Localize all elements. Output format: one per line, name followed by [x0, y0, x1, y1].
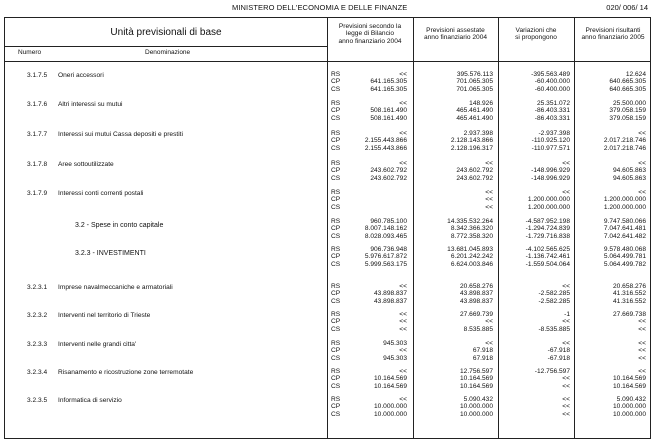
row-type-label: CS	[331, 174, 341, 182]
row-type-label: RS	[331, 130, 341, 137]
row-type-label: RS	[331, 283, 341, 290]
row-type-label: CS	[331, 354, 341, 362]
row-type-label: CS	[331, 260, 341, 268]
row-value-column	[498, 218, 570, 240]
row-number: 3.1.7.7	[27, 131, 48, 138]
row-value: 67.918	[472, 347, 493, 355]
row-value: 5.090.432	[463, 396, 493, 403]
row-value: <<	[638, 347, 646, 355]
row-type-label: RS	[331, 218, 341, 225]
row-value-column	[413, 160, 493, 182]
row-value: <<	[485, 203, 493, 211]
row-value: <<	[399, 311, 407, 318]
row-value: -1.294.724.839	[525, 225, 570, 233]
row-value: 10.000.000	[459, 410, 493, 418]
row-value: <<	[399, 347, 407, 355]
row-value-column	[574, 368, 646, 390]
row-denominazione: Interessi sui mutui Cassa depositi e prestiti	[58, 131, 183, 138]
row-value-column	[327, 130, 407, 152]
row-denominazione: Aree sottoutilizzate	[58, 161, 114, 168]
row-value: 379.058.159	[609, 114, 646, 122]
page-number: 020/ 006/ 14	[606, 3, 648, 12]
row-value: 7.042.641.482	[603, 232, 646, 240]
row-value: 1.200.000.000	[603, 203, 646, 211]
row-denominazione: Interventi nelle grandi citta'	[58, 341, 137, 348]
header-col-variazioni: Variazioni che si propongono	[515, 27, 557, 42]
header-col-previsioni-assestate: Previsioni assestate anno finanziario 2004	[423, 27, 488, 42]
row-type-label: CS	[331, 85, 341, 93]
row-value: <<	[562, 375, 570, 383]
header-col-previsioni-risultanti: Previsioni risultanti anno finanziario 2005	[581, 27, 645, 42]
row-type-label: CP	[331, 375, 341, 383]
row-value-column	[498, 160, 570, 182]
row-value-column	[327, 396, 407, 418]
row-value: 1.200.000.000	[527, 203, 570, 211]
row-value: 41.316.552	[612, 290, 646, 298]
row-value: 640.665.305	[609, 85, 646, 93]
row-value: -60.400.000	[534, 85, 570, 93]
row-type-label: RS	[331, 396, 341, 403]
row-value-column	[327, 100, 407, 122]
row-value: 94.605.863	[612, 174, 646, 182]
row-value: 13.681.045.893	[447, 246, 493, 253]
row-value: <<	[638, 325, 646, 333]
row-value-column	[498, 71, 570, 93]
row-value-column	[574, 396, 646, 418]
row-value: -4.102.565.625	[525, 246, 570, 253]
row-type-label: RS	[331, 311, 341, 318]
row-value-column	[413, 283, 493, 305]
row-value: 43.898.837	[459, 297, 493, 305]
row-value: 9.578.480.068	[603, 246, 646, 253]
ministry-title: MINISTERO DELL'ECONOMIA E DELLE FINANZE	[232, 3, 408, 12]
row-value: 10.000.000	[612, 403, 646, 411]
row-value: 1.200.000.000	[527, 196, 570, 204]
row-type-label: CP	[331, 318, 341, 326]
row-number: 3.1.7.5	[27, 72, 48, 79]
row-value: 41.316.552	[612, 297, 646, 305]
row-value-column	[574, 130, 646, 152]
header-divider	[5, 61, 650, 62]
row-type-label: CS	[331, 144, 341, 152]
row-value: 5.064.499.782	[603, 260, 646, 268]
row-value: 8.772.358.320	[450, 232, 493, 240]
row-type-label: CS	[331, 297, 341, 305]
row-value: 243.602.792	[456, 167, 493, 175]
row-value: 7.047.641.481	[603, 225, 646, 233]
row-value: 25.500.000	[612, 100, 646, 107]
row-value: <<	[562, 318, 570, 326]
row-value-column	[327, 340, 407, 362]
row-value: -67.918	[547, 354, 570, 362]
row-value-column	[574, 100, 646, 122]
row-value: <<	[399, 160, 407, 167]
row-value: 20.658.276	[459, 283, 493, 290]
row-value-column	[498, 283, 570, 305]
row-value: 10.164.569	[459, 382, 493, 390]
row-type-label: RS	[331, 100, 341, 107]
row-value-column	[327, 160, 407, 182]
row-value: <<	[638, 160, 646, 167]
row-value: -1.729.716.838	[525, 232, 570, 240]
row-type-label: CP	[331, 107, 341, 115]
page-header	[0, 0, 656, 14]
row-value: <<	[485, 196, 493, 204]
row-type-label: CS	[331, 325, 341, 333]
row-value: -60.400.000	[534, 78, 570, 86]
row-value	[327, 196, 407, 203]
row-value-column	[498, 130, 570, 152]
row-value: 8.028.093.465	[364, 232, 407, 240]
row-denominazione: Interessi conti correnti postali	[58, 190, 144, 197]
row-value: 2.937.398	[463, 130, 493, 137]
row-value: -148.996.929	[531, 174, 570, 182]
row-value: <<	[562, 403, 570, 411]
row-number: 3.2.3.2	[27, 312, 48, 319]
row-value: <<	[562, 189, 570, 196]
row-value: 10.000.000	[459, 403, 493, 411]
row-denominazione: Imprese navalmeccaniche e armatoriali	[58, 284, 173, 291]
table-row	[5, 283, 652, 305]
row-value-column	[574, 340, 646, 362]
row-number: 3.1.7.8	[27, 161, 48, 168]
row-value-column	[413, 340, 493, 362]
row-value: 465.461.490	[456, 107, 493, 115]
table-row	[5, 368, 652, 390]
row-value: 67.918	[472, 354, 493, 362]
row-value-column	[574, 218, 646, 240]
row-value: <<	[399, 396, 407, 403]
row-value: <<	[562, 340, 570, 347]
row-value: -1.559.504.064	[525, 260, 570, 268]
row-number: 3.2.3.4	[27, 369, 48, 376]
table-row	[5, 100, 652, 122]
row-value: <<	[399, 318, 407, 326]
row-value: <<	[399, 283, 407, 290]
row-value: -148.996.929	[531, 167, 570, 175]
row-value: -86.403.331	[534, 107, 570, 115]
row-type-label: CP	[331, 225, 341, 233]
row-type-label: RS	[331, 189, 341, 196]
row-value: -8.535.885	[538, 325, 570, 333]
header-numero: Numero	[18, 49, 42, 56]
row-value-column	[498, 396, 570, 418]
row-value-column	[498, 189, 570, 211]
row-number: 3.1.7.6	[27, 101, 48, 108]
row-value: 25.351.072	[536, 100, 570, 107]
row-value: -1	[564, 311, 570, 318]
row-value: -12.756.597	[534, 368, 570, 375]
row-value-column	[574, 283, 646, 305]
table-row	[5, 246, 652, 268]
row-value: 12.624	[625, 71, 646, 78]
row-value: <<	[638, 354, 646, 362]
row-value: <<	[399, 71, 407, 78]
row-value: <<	[485, 340, 493, 347]
row-value: -2.937.398	[538, 130, 570, 137]
row-type-label: CS	[331, 203, 341, 211]
row-value-column	[574, 246, 646, 268]
row-value: 243.602.792	[370, 174, 407, 182]
row-value: <<	[485, 160, 493, 167]
row-type-label: RS	[331, 368, 341, 375]
row-value: 508.161.490	[370, 107, 407, 115]
row-value-column	[574, 311, 646, 333]
row-type-label: CP	[331, 253, 341, 261]
row-value: 960.785.100	[370, 218, 407, 225]
row-value: <<	[562, 410, 570, 418]
row-value: 27.669.739	[459, 311, 493, 318]
row-denominazione: Risanamento e ricostruzione zone terremotate	[58, 369, 194, 376]
row-value	[327, 189, 407, 196]
row-value: 27.669.738	[612, 311, 646, 318]
row-value: -67.918	[547, 347, 570, 355]
row-value: 10.164.569	[612, 382, 646, 390]
row-value: -1.136.742.461	[525, 253, 570, 261]
row-value: 12.756.597	[459, 368, 493, 375]
row-value: <<	[638, 368, 646, 375]
row-value-column	[498, 340, 570, 362]
row-value: 379.058.159	[609, 107, 646, 115]
row-value: 2.017.218.746	[603, 137, 646, 145]
row-value: 906.736.948	[370, 246, 407, 253]
row-value: 508.161.490	[370, 114, 407, 122]
row-value-column	[413, 218, 493, 240]
row-value: 14.335.532.264	[447, 218, 493, 225]
row-value: 5.976.617.872	[364, 253, 407, 261]
row-value: 243.602.792	[456, 174, 493, 182]
row-value-column	[327, 218, 407, 240]
row-type-label: CP	[331, 167, 341, 175]
row-value: 8.342.366.320	[450, 225, 493, 233]
table-row	[5, 130, 652, 152]
row-value: <<	[485, 318, 493, 326]
row-value-column	[413, 71, 493, 93]
row-value: 8.535.885	[463, 325, 493, 333]
row-value: 701.065.305	[456, 78, 493, 86]
header-col-previsioni-bilancio: Previsioni secondo la legge di Bilancio anno finanziario 2004	[338, 23, 402, 45]
row-type-label: CP	[331, 196, 341, 204]
row-type-label: CS	[331, 114, 341, 122]
row-value: 2.128.143.866	[450, 137, 493, 145]
table-row	[5, 160, 652, 182]
row-value: <<	[562, 283, 570, 290]
row-denominazione: Oneri accessori	[58, 72, 104, 79]
table-row	[5, 396, 652, 418]
row-value: 243.602.792	[370, 167, 407, 175]
row-value: 5.090.432	[616, 396, 646, 403]
row-value-column	[574, 189, 646, 211]
row-value-column	[498, 246, 570, 268]
row-value-column	[413, 100, 493, 122]
row-value: <<	[399, 368, 407, 375]
row-number: 3.1.7.9	[27, 190, 48, 197]
row-value: 465.461.490	[456, 114, 493, 122]
row-type-label: CS	[331, 410, 341, 418]
row-value-column	[413, 189, 493, 211]
row-value-column	[327, 368, 407, 390]
row-denominazione: Informatica di servizio	[58, 397, 122, 404]
row-value: 1.200.000.000	[603, 196, 646, 204]
row-value: 10.164.569	[373, 375, 407, 383]
row-value-column	[327, 283, 407, 305]
row-value: <<	[399, 100, 407, 107]
row-value: 10.164.569	[612, 375, 646, 383]
table-row	[5, 218, 652, 240]
row-number: 3.2.3.5	[27, 397, 48, 404]
row-denominazione: 3.2 - Spese in conto capitale	[75, 222, 164, 229]
row-value: 6.201.242.242	[450, 253, 493, 261]
row-value: -2.582.285	[538, 297, 570, 305]
row-value-column	[413, 396, 493, 418]
row-value-column	[574, 160, 646, 182]
row-value	[327, 204, 407, 211]
row-type-label: CP	[331, 78, 341, 86]
row-value: <<	[399, 325, 407, 333]
header-unita: Unità previsionali di base	[110, 27, 222, 38]
row-value: 2.128.196.317	[450, 144, 493, 152]
table-row	[5, 189, 652, 211]
row-value: <<	[562, 382, 570, 390]
row-value: 148.926	[469, 100, 493, 107]
row-value-column	[327, 189, 407, 211]
row-value: 945.303	[383, 340, 407, 347]
row-value-column	[413, 311, 493, 333]
row-value: <<	[638, 189, 646, 196]
row-value: 8.007.148.162	[364, 225, 407, 233]
row-type-label: CP	[331, 347, 341, 355]
row-type-label: RS	[331, 160, 341, 167]
row-number: 3.2.3.3	[27, 341, 48, 348]
budget-table	[4, 17, 651, 439]
row-type-label: CP	[331, 137, 341, 145]
row-value: 10.000.000	[373, 410, 407, 418]
row-value: 10.164.569	[459, 375, 493, 383]
row-denominazione: 3.2.3 - INVESTIMENTI	[75, 250, 146, 257]
row-value-column	[327, 311, 407, 333]
row-value: -4.587.952.198	[525, 218, 570, 225]
row-value: 641.165.305	[370, 85, 407, 93]
row-type-label: CP	[331, 403, 341, 411]
row-number: 3.2.3.1	[27, 284, 48, 291]
row-value: 5.999.563.175	[364, 260, 407, 268]
row-value: -110.977.571	[531, 144, 570, 152]
row-value: 6.624.003.846	[450, 260, 493, 268]
row-value: 5.064.499.781	[603, 253, 646, 261]
row-value: 43.898.837	[373, 290, 407, 298]
row-value: 10.164.569	[373, 382, 407, 390]
row-value: <<	[485, 189, 493, 196]
row-value: 945.303	[383, 354, 407, 362]
header-denominazione: Denominazione	[145, 49, 191, 56]
row-value: 2.155.443.866	[364, 137, 407, 145]
table-row	[5, 340, 652, 362]
row-value-column	[413, 246, 493, 268]
row-denominazione: Interventi nel territorio di Trieste	[58, 312, 151, 319]
table-row	[5, 71, 652, 93]
row-value: 9.747.580.066	[603, 218, 646, 225]
row-value: -86.403.331	[534, 114, 570, 122]
row-value-column	[327, 246, 407, 268]
row-type-label: CS	[331, 232, 341, 240]
row-type-label: RS	[331, 340, 341, 347]
row-value: 701.065.305	[456, 85, 493, 93]
row-value-column	[413, 368, 493, 390]
row-value-column	[327, 71, 407, 93]
row-value: -110.925.120	[531, 137, 570, 145]
row-value: <<	[638, 340, 646, 347]
row-value: 43.898.837	[373, 297, 407, 305]
row-value: -2.582.285	[538, 290, 570, 298]
row-value: <<	[562, 396, 570, 403]
row-type-label: CS	[331, 382, 341, 390]
header-divider	[5, 46, 327, 47]
row-value: 94.605.863	[612, 167, 646, 175]
row-value: <<	[562, 160, 570, 167]
row-value-column	[498, 100, 570, 122]
row-value-column	[574, 71, 646, 93]
row-value: <<	[638, 130, 646, 137]
row-type-label: RS	[331, 246, 341, 253]
row-value: 641.165.305	[370, 78, 407, 86]
row-value: 10.000.000	[373, 403, 407, 411]
row-value: 43.898.837	[459, 290, 493, 298]
row-value: -395.563.489	[531, 71, 570, 78]
row-value: 395.576.113	[456, 71, 493, 78]
row-value-column	[498, 368, 570, 390]
table-row	[5, 311, 652, 333]
row-denominazione: Altri interessi su mutui	[58, 101, 123, 108]
row-value: 2.017.218.746	[603, 144, 646, 152]
row-value: 640.665.305	[609, 78, 646, 86]
row-value: <<	[638, 318, 646, 326]
row-value: 10.000.000	[612, 410, 646, 418]
row-type-label: RS	[331, 71, 341, 78]
row-value: <<	[399, 130, 407, 137]
row-value: 20.658.276	[612, 283, 646, 290]
row-value-column	[498, 311, 570, 333]
row-value-column	[413, 130, 493, 152]
row-value: 2.155.443.866	[364, 144, 407, 152]
row-type-label: CP	[331, 290, 341, 298]
